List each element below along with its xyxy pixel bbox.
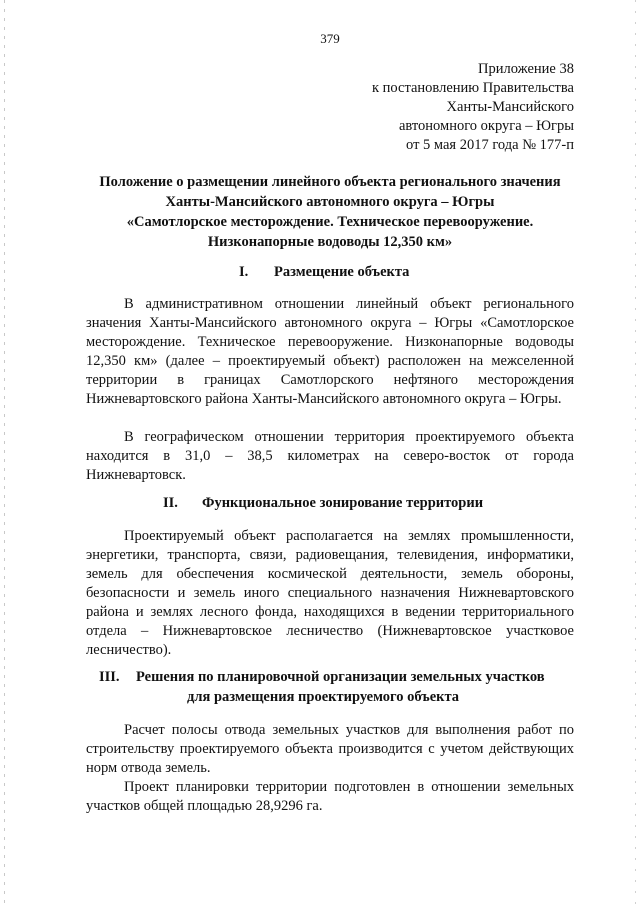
appendix-line: Приложение 38 (478, 61, 574, 77)
paragraph: В географическом отношении территория проектируемого объекта находится в 31,0 – 38,5 километрах на северо-восток от города Нижневартовск. (86, 429, 574, 483)
title-line: Положение о размещении линейного объекта регионального значения (99, 174, 561, 190)
section-title-line: для размещения проектируемого объекта (187, 689, 460, 705)
appendix-line: к постановлению Правительства (372, 80, 574, 96)
title-line: «Самотлорское месторождение. Техническое перевооружение. (126, 214, 534, 230)
scan-edge-left (4, 0, 5, 905)
section-title: Размещение объекта (274, 264, 410, 280)
section-title-line: Решения по планировочной организации земельных участков (136, 669, 545, 685)
section-number: II. (163, 495, 178, 511)
scan-edge-right (635, 0, 636, 905)
page-number: 379 (320, 31, 340, 46)
appendix-line: Ханты-Мансийского (446, 99, 574, 115)
appendix-line: от 5 мая 2017 года № 177-п (406, 137, 574, 153)
paragraph: Проект планировки территории подготовлен в отношении земельных участков общей площадью 28,9296 га. (86, 779, 574, 814)
appendix-block (372, 60, 574, 155)
title-line: Низконапорные водоводы 12,350 км» (207, 234, 453, 250)
section-heading-3 (86, 667, 574, 707)
document-title (86, 172, 574, 252)
section-title: Функциональное зонирование территории (202, 495, 484, 511)
appendix-line: автономного округа – Югры (398, 118, 574, 134)
paragraph: Расчет полосы отвода земельных участков для выполнения работ по строительству проектируемого объекта производится с учетом действующих норм отвода земель. (86, 722, 574, 776)
section-number: III. (99, 669, 120, 685)
section-number: I. (239, 264, 249, 280)
paragraph: В административном отношении линейный объект регионального значения Ханты-Мансийского автономного округа – Югры «Самотлорское месторождение. Техническое перевооружение. Низконапорные водоводы 12,350 км» (далее – проектируемый объект) расположен на межселенной территории в границах Самотлорского нефтяного месторождения Нижневартовского района Ханты-Мансийского автономного округа – Югры. (86, 296, 574, 407)
title-line: Ханты-Мансийского автономного округа – Югры (165, 194, 495, 210)
paragraph: Проектируемый объект располагается на землях промышленности, энергетики, транспорта, связи, радиовещания, телевидения, информатики, земель для обеспечения космической деятельности, земель обороны, безопасности и земель иного специального назначения Нижневартовского района и землях лесного фонда, находящихся в ведении территориального отдела – Нижневартовское лесничество (Нижневартовское участковое лесничество). (86, 528, 574, 658)
